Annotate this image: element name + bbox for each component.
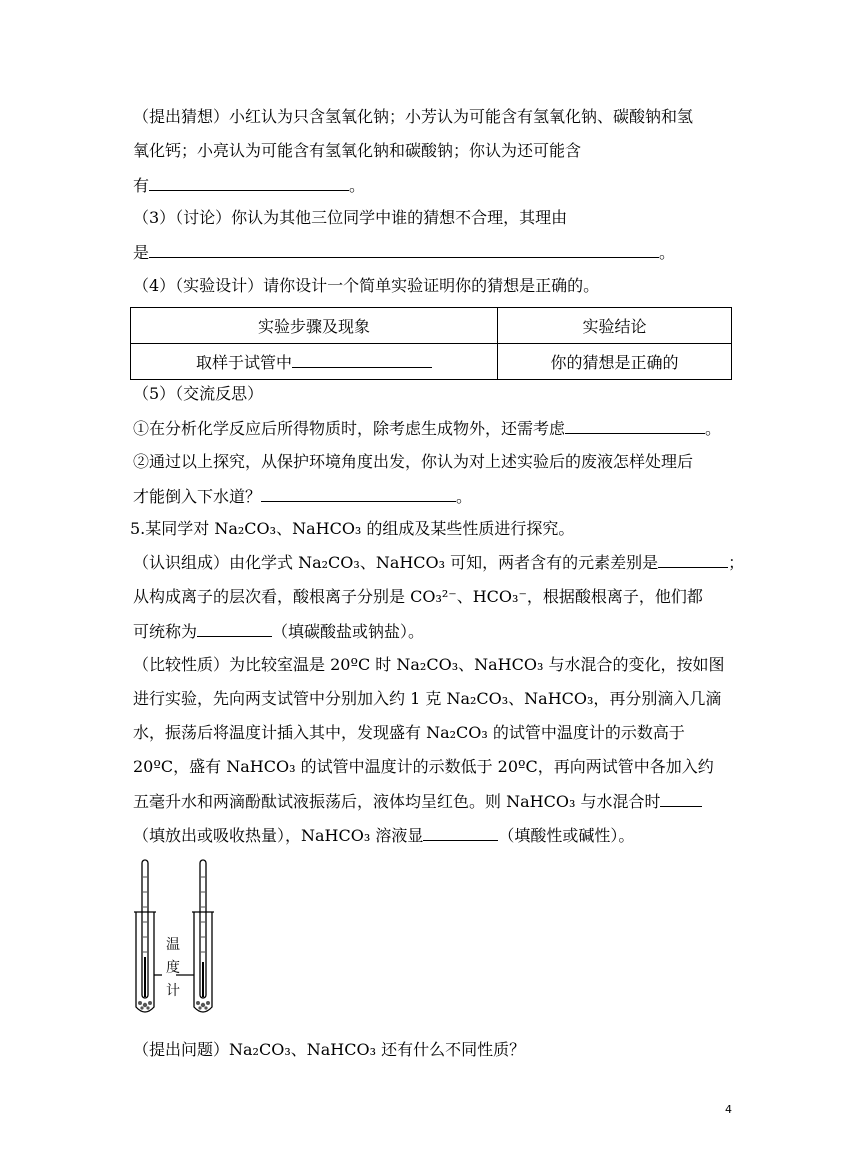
q6-line-9 (133, 825, 634, 846)
q5-drain-suffix: 。 (456, 487, 473, 506)
q5-line-1: （5）（交流反思） (133, 384, 264, 403)
guess-line-3 (133, 175, 365, 196)
q6-line-4: （比较性质）为比较室温是 20ºC 时 Na₂CO₃、NaHCO₃ 与水混合的变化，按如图 (133, 655, 725, 674)
q3-suffix: 。 (659, 243, 676, 262)
q6-line-6: 水，振荡后将温度计插入其中，发现盛有 Na₂CO₃ 的试管中温度计的示数高于 (133, 723, 685, 742)
q6-class-blank[interactable] (197, 621, 272, 637)
experiment-table (130, 307, 732, 380)
q6-heat-options: （填放出或吸收热量），NaHCO₃ 溶液显 (133, 826, 424, 845)
steps-prefix: 取样于试管中 (195, 353, 292, 372)
guess-line-2: 氧化钙；小亮认为可能含有氢氧化钠和碳酸钠；你认为还可能含 (133, 141, 582, 160)
figure-label-char: 计 (166, 983, 180, 999)
steps-answer-blank[interactable] (292, 352, 432, 368)
q6-composition-prefix: （认识组成）由化学式 Na₂CO₃、NaHCO₃ 可知，两者含有的元素差别是 (133, 553, 659, 572)
q6-line-1 (133, 552, 744, 573)
q6-acidity-options: （填酸性或碱性）。 (498, 826, 635, 845)
q5-drain-prefix: 才能倒入下水道？ (133, 487, 262, 506)
q6-line-3 (133, 621, 424, 642)
test-tube-thermometer-figure (128, 857, 238, 1019)
q5-line-3: ②通过以上探究，从保护环境角度出发，你认为对上述实验后的废液怎样处理后 (133, 452, 694, 471)
table-cell-steps (131, 344, 498, 380)
q6-question-line: （提出问题）Na₂CO₃、NaHCO₃ 还有什么不同性质？ (133, 1040, 526, 1059)
q6-heat-blank[interactable] (660, 791, 702, 807)
q6-acidity-blank[interactable] (423, 825, 498, 841)
guess-prefix: 有 (133, 176, 150, 195)
q5-consider-blank[interactable] (565, 418, 705, 434)
thermometer-illustration (128, 857, 238, 1019)
guess-answer-blank[interactable] (149, 175, 349, 191)
q6-line-2: 从构成离子的层次看，酸根离子分别是 CO₃²⁻、HCO₃⁻，根据酸根离子，他们都 (133, 587, 703, 606)
guess-suffix: 。 (349, 176, 366, 195)
q5-consider-prefix: ①在分析化学反应后所得物质时，除考虑生成物外，还需考虑 (133, 419, 566, 438)
q6-title: 5.某同学对 Na₂CO₃、NaHCO₃ 的组成及某些性质进行探究。 (130, 519, 575, 538)
q5-line-4 (133, 486, 472, 507)
q6-line-5: 进行实验，先向两支试管中分别加入约 1 克 Na₂CO₃、NaHCO₃，再分别滴入几滴 (133, 689, 722, 708)
q6-line-7: 20ºC，盛有 NaHCO₃ 的试管中温度计的示数低于 20ºC，再向两试管中各加入约 (133, 757, 714, 776)
q3-line-2 (133, 242, 675, 263)
q3-answer-blank[interactable] (149, 242, 659, 258)
q5-drain-blank[interactable] (261, 486, 456, 502)
figure-label-char: 温 (166, 937, 180, 953)
q5-line-2 (133, 418, 721, 439)
q4-line: （4）（实验设计）请你设计一个简单实验证明你的猜想是正确的。 (133, 276, 600, 295)
q6-class-suffix: （填碳酸盐或钠盐）。 (272, 622, 425, 641)
table-header-steps: 实验步骤及现象 (131, 308, 498, 344)
page-number: 4 (725, 1103, 732, 1116)
table-cell-conclusion: 你的猜想是正确的 (498, 344, 732, 380)
table-row (131, 308, 732, 344)
q6-line-8 (133, 791, 702, 812)
q5-consider-suffix: 。 (705, 419, 722, 438)
guess-line-1: （提出猜想）小红认为只含氢氧化钠；小芳认为可能含有氢氧化钠、碳酸钠和氢 (133, 107, 694, 126)
q3-line-1: （3）（讨论）你认为其他三位同学中谁的猜想不合理，其理由 (133, 208, 568, 227)
q6-composition-suffix: ； (728, 553, 745, 572)
figure-label-char: 度 (166, 960, 180, 976)
table-row (131, 344, 732, 380)
q3-prefix: 是 (133, 243, 150, 262)
q6-class-prefix: 可统称为 (133, 622, 198, 641)
q6-heat-prefix: 五毫升水和两滴酚酞试液振荡后，液体均呈红色。则 NaHCO₃ 与水混合时 (133, 792, 661, 811)
q6-element-blank[interactable] (658, 552, 728, 568)
table-header-conclusion: 实验结论 (498, 308, 732, 344)
